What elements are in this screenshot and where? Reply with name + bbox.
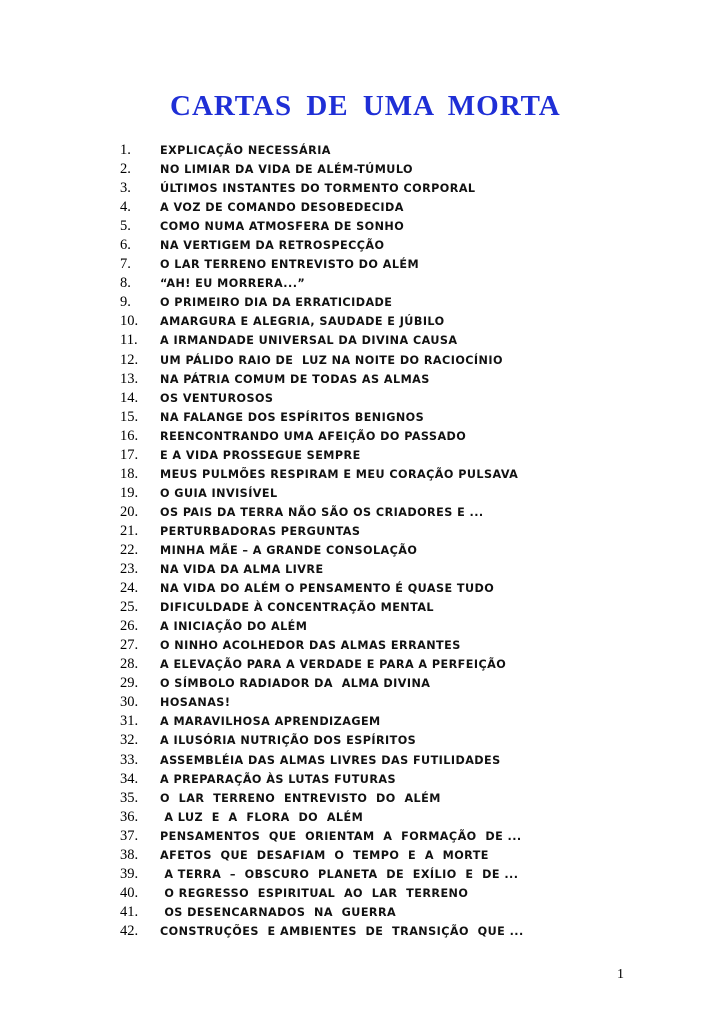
entry-title: A PREPARAÇÃO ÀS LUTAS FUTURAS xyxy=(160,772,397,786)
toc-entry xyxy=(120,636,680,655)
entry-title: ASSEMBLÉIA DAS ALMAS LIVRES DAS FUTILIDADES xyxy=(160,753,501,767)
entry-number: 29. xyxy=(120,675,139,692)
entry-number: 25. xyxy=(120,599,139,616)
entry-title: AMARGURA E ALEGRIA, SAUDADE E JÚBILO xyxy=(160,315,445,329)
entry-title: ÚLTIMOS INSTANTES DO TORMENTO CORPORAL xyxy=(160,182,476,196)
document-title: CARTAS DE UMA MORTA xyxy=(170,90,561,122)
page-number: 1 xyxy=(617,967,624,982)
toc-entry xyxy=(120,427,680,446)
entry-number: 16. xyxy=(120,427,139,444)
entry-number: 31. xyxy=(120,713,139,730)
entry-number: 17. xyxy=(120,446,139,463)
entry-title: NA VIDA DO ALÉM O PENSAMENTO É QUASE TUDO xyxy=(160,582,495,596)
entry-number: 40. xyxy=(120,884,139,901)
entry-title: NA PÁTRIA COMUM DE TODAS AS ALMAS xyxy=(160,372,430,386)
toc-entry xyxy=(120,827,680,846)
entry-number: 15. xyxy=(120,408,139,425)
entry-number: 20. xyxy=(120,503,139,520)
toc-entry xyxy=(120,408,680,427)
entry-title: OS PAIS DA TERRA NÃO SÃO OS CRIADORES E ... xyxy=(160,505,484,519)
toc-entry xyxy=(120,731,680,750)
entry-number: 12. xyxy=(120,351,139,368)
toc-entry xyxy=(120,293,680,312)
toc-entry xyxy=(120,674,680,693)
entry-number: 39. xyxy=(120,865,139,882)
toc-entry xyxy=(120,560,680,579)
entry-title: NA FALANGE DOS ESPÍRITOS BENIGNOS xyxy=(160,410,425,424)
entry-number: 22. xyxy=(120,542,139,558)
entry-number: 35. xyxy=(120,789,139,806)
toc-entry xyxy=(120,389,680,408)
entry-number: 4. xyxy=(120,199,131,216)
toc-entry xyxy=(120,922,680,941)
entry-title: PENSAMENTOS QUE ORIENTAM A FORMAÇÃO DE ... xyxy=(160,829,522,843)
entry-title: O LAR TERRENO ENTREVISTO DO ALÉM xyxy=(160,258,420,272)
entry-title: A INICIAÇÃO DO ALÉM xyxy=(160,620,308,634)
toc-entry xyxy=(120,770,680,789)
entry-number: 36. xyxy=(120,808,139,825)
entry-title: DIFICULDADE À CONCENTRAÇÃO MENTAL xyxy=(160,601,435,615)
entry-title: REENCONTRANDO UMA AFEIÇÃO DO PASSADO xyxy=(160,429,467,443)
toc-entry xyxy=(120,446,680,465)
entry-number: 42. xyxy=(120,922,139,939)
entry-title: MEUS PULMÕES RESPIRAM E MEU CORAÇÃO PULSAVA xyxy=(160,467,519,481)
entry-title: A LUZ E A FLORA DO ALÉM xyxy=(160,810,364,824)
entry-number: 1. xyxy=(120,142,131,159)
entry-number: 24. xyxy=(120,580,139,597)
entry-title: MINHA MÃE – A GRANDE CONSOLAÇÃO xyxy=(160,544,418,557)
entry-title: O SÍMBOLO RADIADOR DA ALMA DIVINA xyxy=(160,677,431,691)
toc-entry xyxy=(120,255,680,274)
entry-title: E A VIDA PROSSEGUE SEMPRE xyxy=(160,448,361,462)
entry-number: 5. xyxy=(120,218,131,235)
entry-title: O LAR TERRENO ENTREVISTO DO ALÉM xyxy=(160,791,441,805)
entry-title: A IRMANDADE UNIVERSAL DA DIVINA CAUSA xyxy=(160,334,458,348)
toc-entry xyxy=(120,141,680,160)
entry-title: A ILUSÓRIA NUTRIÇÃO DOS ESPÍRITOS xyxy=(160,734,417,748)
entry-title: COMO NUMA ATMOSFERA DE SONHO xyxy=(160,220,405,234)
entry-number: 11. xyxy=(120,332,138,349)
entry-title: OS VENTUROSOS xyxy=(160,391,274,405)
toc-entry xyxy=(120,370,680,389)
toc-entry xyxy=(120,160,680,179)
entry-title: NO LIMIAR DA VIDA DE ALÉM-TÚMULO xyxy=(160,163,413,177)
entry-number: 10. xyxy=(120,313,139,330)
entry-number: 3. xyxy=(120,180,131,197)
entry-title: O PRIMEIRO DIA DA ERRATICIDADE xyxy=(160,296,393,310)
toc-entry xyxy=(120,655,680,674)
entry-number: 30. xyxy=(120,694,139,711)
toc-entry xyxy=(120,331,680,350)
entry-title: PERTURBADORAS PERGUNTAS xyxy=(160,524,361,538)
toc-entry xyxy=(120,484,680,503)
entry-number: 41. xyxy=(120,903,139,920)
toc-entry xyxy=(120,236,680,255)
entry-number: 23. xyxy=(120,561,139,578)
entry-number: 27. xyxy=(120,637,139,654)
toc-entry xyxy=(120,598,680,617)
entry-number: 14. xyxy=(120,389,139,406)
toc-entry xyxy=(120,846,680,865)
entry-number: 8. xyxy=(120,275,131,292)
entry-number: 7. xyxy=(120,256,131,273)
entry-title: NA VERTIGEM DA RETROSPECÇÃO xyxy=(160,239,385,253)
entry-number: 21. xyxy=(120,522,139,539)
entry-title: A TERRA – OBSCURO PLANETA DE EXÍLIO E DE ... xyxy=(160,867,519,881)
toc-entry xyxy=(120,808,680,827)
toc-entry xyxy=(120,903,680,922)
toc-entry xyxy=(120,465,680,484)
toc-entry xyxy=(120,751,680,770)
table-of-contents xyxy=(120,141,680,941)
entry-number: 13. xyxy=(120,370,139,387)
entry-title: O NINHO ACOLHEDOR DAS ALMAS ERRANTES xyxy=(160,639,461,653)
entry-title: AFETOS QUE DESAFIAM O TEMPO E A MORTE xyxy=(160,848,489,862)
toc-entry xyxy=(120,789,680,808)
toc-entry xyxy=(120,865,680,884)
toc-entry xyxy=(120,522,680,541)
entry-title: EXPLICAÇÃO NECESSÁRIA xyxy=(160,144,331,158)
entry-title: A ELEVAÇÃO PARA A VERDADE E PARA A PERFEIÇÃO xyxy=(160,658,507,672)
toc-entry xyxy=(120,503,680,522)
toc-entry xyxy=(120,579,680,598)
entry-title: A MARAVILHOSA APRENDIZAGEM xyxy=(160,715,381,729)
entry-title: O REGRESSO ESPIRITUAL AO LAR TERRENO xyxy=(160,886,469,900)
entry-title: O GUIA INVISÍVEL xyxy=(160,486,278,500)
entry-title: A VOZ DE COMANDO DESOBEDECIDA xyxy=(160,201,404,215)
entry-number: 2. xyxy=(120,161,131,178)
toc-entry xyxy=(120,712,680,731)
toc-entry xyxy=(120,351,680,370)
entry-title: OS DESENCARNADOS NA GUERRA xyxy=(160,905,397,919)
entry-title: NA VIDA DA ALMA LIVRE xyxy=(160,563,324,577)
toc-entry xyxy=(120,274,680,293)
entry-title: HOSANAS! xyxy=(160,696,231,710)
entry-number: 26. xyxy=(120,618,139,635)
entry-number: 19. xyxy=(120,484,139,501)
toc-entry xyxy=(120,541,680,560)
entry-title: UM PÁLIDO RAIO DE LUZ NA NOITE DO RACIOCÍNIO xyxy=(160,353,503,367)
entry-number: 34. xyxy=(120,770,139,787)
entry-number: 38. xyxy=(120,846,139,863)
entry-number: 18. xyxy=(120,465,139,482)
entry-number: 28. xyxy=(120,656,139,673)
entry-title: “AH! EU MORRERA...” xyxy=(160,277,306,291)
toc-entry xyxy=(120,217,680,236)
entry-number: 33. xyxy=(120,751,139,768)
toc-entry xyxy=(120,179,680,198)
toc-entry xyxy=(120,693,680,712)
entry-number: 9. xyxy=(120,294,131,311)
toc-entry xyxy=(120,884,680,903)
entry-title: CONSTRUÇÕES E AMBIENTES DE TRANSIÇÃO QUE ... xyxy=(160,924,524,938)
entry-number: 32. xyxy=(120,732,139,749)
toc-entry xyxy=(120,312,680,331)
entry-number: 6. xyxy=(120,237,131,254)
toc-entry xyxy=(120,198,680,217)
entry-number: 37. xyxy=(120,827,139,844)
toc-entry xyxy=(120,617,680,636)
